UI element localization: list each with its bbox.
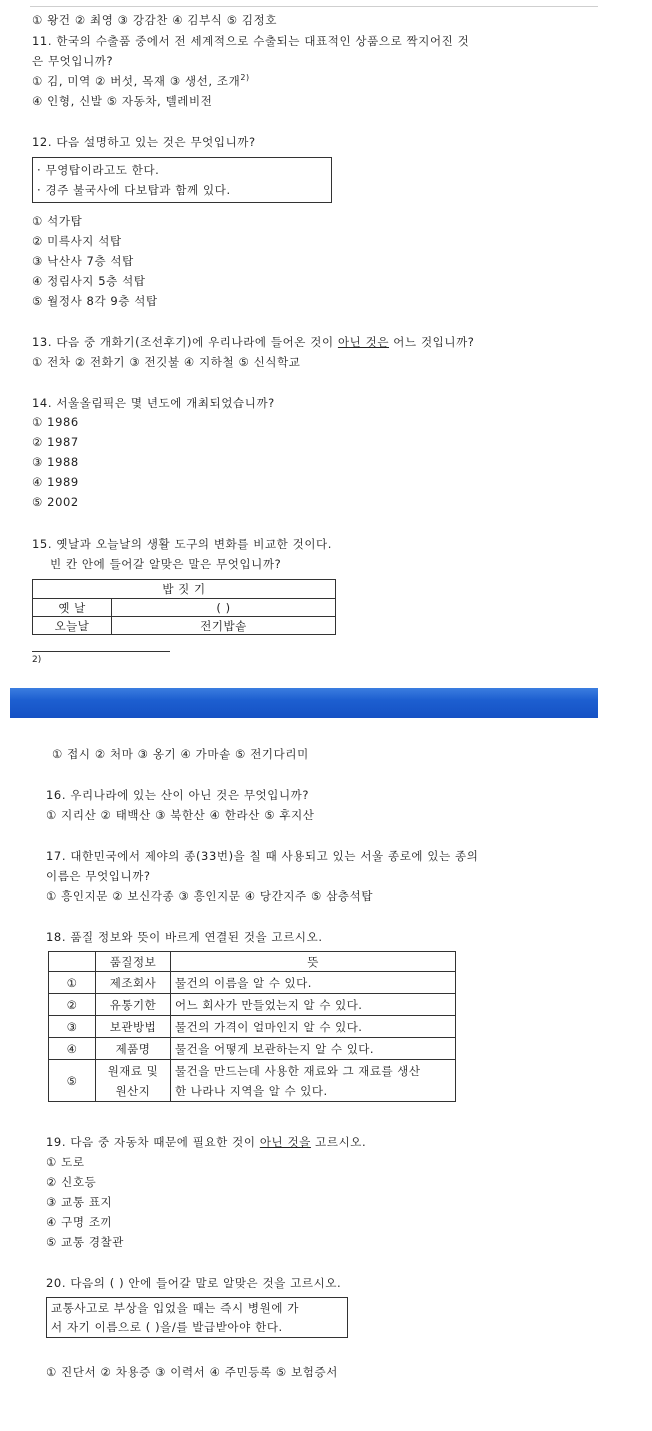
q16-options: ① 지리산 ② 태백산 ③ 북한산 ④ 한라산 ⑤ 후지산 (46, 808, 315, 822)
q12-stem: 12. 다음 설명하고 있는 것은 무엇입니까? (32, 135, 256, 149)
q20-sentence-box (46, 1297, 348, 1338)
top-divider (30, 6, 598, 7)
q14-option-4: ④ 1989 (32, 475, 79, 489)
q20-options: ① 진단서 ② 차용증 ③ 이력서 ④ 주민등록 ⑤ 보험증서 (46, 1365, 338, 1379)
q19-option-4: ④ 구명 조끼 (46, 1215, 113, 1229)
q20-stem: 20. 다음의 ( ) 안에 들어갈 말로 알맞은 것을 고르시오. (46, 1276, 342, 1290)
q18-row4-info: 제품명 (96, 1038, 171, 1060)
q18-row5-meaning (171, 1060, 456, 1102)
q18-header-num (49, 952, 96, 972)
q12-option-5: ⑤ 월정사 8각 9층 석탑 (32, 294, 158, 308)
q18-header-meaning: 뜻 (171, 952, 456, 972)
q18-row3-meaning: 물건의 가격이 얼마인지 알 수 있다. (171, 1016, 456, 1038)
q14-option-5: ⑤ 2002 (32, 495, 79, 509)
q20-box-line1: 교통사고로 부상을 입었을 때는 즉시 병원에 가 (51, 1301, 300, 1315)
q18-stem: 18. 품질 정보와 뜻이 바르게 연결된 것을 고르시오. (46, 930, 323, 944)
q15-row1-label: 옛 날 (33, 599, 112, 617)
q15-stem-line2: 빈 칸 안에 들어갈 알맞은 말은 무엇입니까? (50, 557, 282, 571)
footnote-divider (32, 651, 170, 652)
q19-option-5: ⑤ 교통 경찰관 (46, 1235, 124, 1249)
q11-stem-line1: 11. 한국의 수출품 중에서 전 세계적으로 수출되는 대표적인 상품으로 짝지어진 것 (32, 34, 470, 48)
q18-row5-info-line2: 원산지 (115, 1083, 151, 1098)
q19-stem-post: 고르시오. (310, 1135, 367, 1149)
q19-option-1: ① 도로 (46, 1155, 85, 1169)
q12-option-2: ② 미륵사지 석탑 (32, 234, 122, 248)
q18-row2-num: ② (49, 994, 96, 1016)
q15-table-header: 밥 짓 기 (33, 580, 336, 599)
q18-row4-meaning: 물건을 어떻게 보관하는지 알 수 있다. (171, 1038, 456, 1060)
q18-row4-num: ④ (49, 1038, 96, 1060)
q10-options: ① 왕건 ② 최영 ③ 강감찬 ④ 김부식 ⑤ 김정호 (32, 13, 278, 27)
q12-box-line2: · 경주 불국사에 다보탑과 함께 있다. (37, 183, 231, 197)
q19-stem-pre: 19. 다음 중 자동차 때문에 필요한 것이 (46, 1135, 260, 1149)
q18-row3-info: 보관방법 (96, 1016, 171, 1038)
q12-description-box (32, 157, 332, 203)
q13-stem-underline: 아닌 것은 (337, 335, 390, 349)
q18-row5-info-line1: 원재료 및 (107, 1063, 159, 1078)
q18-row2-meaning: 어느 회사가 만들었는지 알 수 있다. (171, 994, 456, 1016)
q13-options: ① 전차 ② 전화기 ③ 전깃불 ④ 지하철 ⑤ 신식학교 (32, 355, 301, 369)
q14-stem: 14. 서울올림픽은 몇 년도에 개최되었습니까? (32, 396, 275, 410)
q18-table (48, 951, 456, 1102)
q15-row1-value: ( ) (112, 599, 336, 617)
q19-stem (46, 1134, 366, 1150)
q11-options-text: ① 김, 미역 ② 버섯, 목재 ③ 생선, 조개 (32, 74, 241, 88)
page-break-banner (10, 688, 598, 718)
q15-row2-value: 전기밥솥 (112, 617, 336, 635)
q20-box-line2: 서 자기 이름으로 ( )을/를 발급받아야 한다. (51, 1320, 283, 1334)
q18-row1-num: ① (49, 972, 96, 994)
q14-option-3: ③ 1988 (32, 455, 79, 469)
q12-option-3: ③ 낙산사 7층 석탑 (32, 254, 134, 268)
q13-stem (32, 334, 475, 350)
q18-row5-meaning-line1: 물건을 만드는데 사용한 재료와 그 재료를 생산 (175, 1063, 421, 1078)
q13-stem-pre: 13. 다음 중 개화기(조선후기)에 우리나라에 들어온 것이 (32, 335, 338, 349)
q16-stem: 16. 우리나라에 있는 산이 아닌 것은 무엇입니까? (46, 788, 310, 802)
q15-options: ① 접시 ② 처마 ③ 옹기 ④ 가마솥 ⑤ 전기다리미 (52, 747, 309, 761)
q17-stem-line1: 17. 대한민국에서 제야의 종(33번)을 칠 때 사용되고 있는 서울 종로에 있는 종의 (46, 849, 479, 863)
q11-options-line2: ④ 인형, 신발 ⑤ 자동차, 텔레비전 (32, 94, 213, 108)
q12-box-line1: · 무영탑이라고도 한다. (37, 163, 160, 177)
q13-stem-post: 어느 것입니까? (389, 335, 475, 349)
footnote-label: 2) (32, 655, 42, 665)
q14-option-2: ② 1987 (32, 435, 79, 449)
q18-row1-info: 제조회사 (96, 972, 171, 994)
q18-row5-meaning-line2: 한 나라나 지역을 알 수 있다. (175, 1083, 328, 1098)
q18-header-info: 품질정보 (96, 952, 171, 972)
q19-option-3: ③ 교통 표지 (46, 1195, 113, 1209)
q12-option-4: ④ 정림사지 5층 석탑 (32, 274, 146, 288)
q18-row3-num: ③ (49, 1016, 96, 1038)
q12-option-1: ① 석가탑 (32, 214, 83, 228)
q19-option-2: ② 신호등 (46, 1175, 97, 1189)
q15-row2-label: 오늘날 (33, 617, 112, 635)
q18-row5-num: ⑤ (49, 1060, 96, 1102)
q11-options-line1 (32, 73, 250, 89)
q18-row1-meaning: 물건의 이름을 알 수 있다. (171, 972, 456, 994)
q19-stem-underline: 아닌 것을 (259, 1135, 311, 1149)
footnote-reference: 2) (240, 73, 250, 83)
q17-options: ① 흥인지문 ② 보신각종 ③ 흥인지문 ④ 당간지주 ⑤ 삼층석탑 (46, 889, 374, 903)
q11-stem-line2: 은 무엇입니까? (32, 54, 114, 68)
q15-table (32, 579, 336, 635)
q18-row2-info: 유통기한 (96, 994, 171, 1016)
q18-row5-info (96, 1060, 171, 1102)
q15-stem-line1: 15. 옛날과 오늘날의 생활 도구의 변화를 비교한 것이다. (32, 537, 333, 551)
q14-option-1: ① 1986 (32, 415, 79, 429)
q17-stem-line2: 이름은 무엇입니까? (46, 869, 151, 883)
